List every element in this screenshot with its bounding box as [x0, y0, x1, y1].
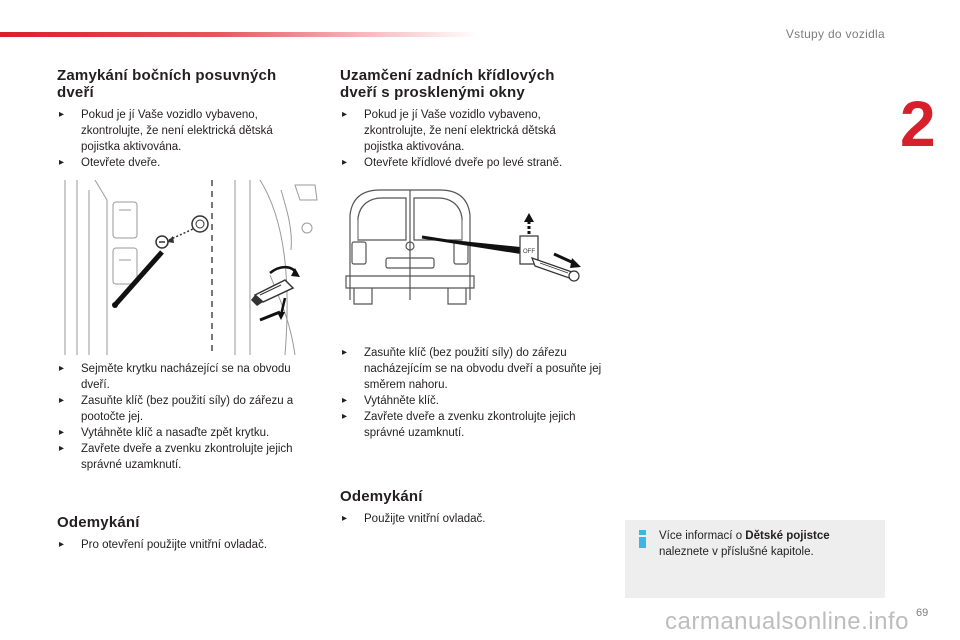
right-section-title: Uzamčení zadních křídlových dveří s prosklenými okny — [340, 67, 555, 101]
list-item: ▸ Pokud je jí Vaše vozidlo vybaveno, zkontrolujte, že není elektrická dětská pojistka aktivována. — [340, 107, 595, 155]
left-unlock-list — [57, 537, 315, 553]
left-section-title: Zamykání bočních posuvných dveří — [57, 67, 277, 101]
list-item: ▸ Zavřete dveře a zvenku zkontrolujte jejich správné uzamknutí. — [57, 441, 315, 473]
rear-door-lock-illustration — [340, 180, 605, 315]
list-item: ▸ Otevřete dveře. — [57, 155, 312, 171]
list-item: ▸ Otevřete křídlové dveře po levé straně. — [340, 155, 595, 171]
left-intro-list — [57, 107, 312, 171]
list-item: ▸ Pro otevření použijte vnitřní ovladač. — [57, 537, 315, 553]
off-label: OFF — [523, 249, 535, 255]
list-item: ▸ Zasuňte klíč (bez použití síly) do zářezu nacházejícím se na obvodu dveří a posuňte jej směrem nahoru. — [340, 345, 605, 393]
right-intro-list — [340, 107, 595, 171]
watermark: carmanualsonline.info — [665, 608, 909, 635]
list-item: ▸ Vytáhněte klíč. — [340, 393, 605, 409]
van-rear-drawing — [340, 180, 605, 315]
info-note-bold: Dětské pojistce — [745, 530, 830, 542]
left-unlock-title: Odemykání — [57, 514, 140, 531]
list-item: ▸ Použijte vnitřní ovladač. — [340, 511, 605, 527]
list-item: ▸ Vytáhněte klíč a nasaďte zpět krytku. — [57, 425, 315, 441]
page-number: 69 — [916, 607, 929, 619]
sliding-door-lock-illustration — [55, 180, 320, 355]
info-note-box — [625, 520, 885, 598]
left-steps-list — [57, 361, 315, 473]
right-unlock-list — [340, 511, 605, 527]
list-item: ▸ Zavřete dveře a zvenku zkontrolujte jejich správné uzamknutí. — [340, 409, 605, 441]
list-item: ▸ Sejměte krytku nacházející se na obvodu dveří. — [57, 361, 315, 393]
info-icon — [636, 530, 649, 548]
chapter-number: 2 — [900, 88, 936, 160]
right-unlock-title: Odemykání — [340, 488, 423, 505]
right-steps-list — [340, 345, 605, 441]
info-note-text: Více informací o Dětské pojistce naleznete v příslušné kapitole. — [659, 530, 830, 558]
header-accent-bar — [0, 32, 480, 37]
list-item: ▸ Zasuňte klíč (bez použití síly) do zářezu a pootočte jej. — [57, 393, 315, 425]
sliding-door-drawing — [55, 180, 320, 355]
chapter-title: Vstupy do vozidla — [785, 27, 885, 41]
list-item: ▸ Pokud je jí Vaše vozidlo vybaveno, zkontrolujte, že není elektrická dětská pojistka aktivována. — [57, 107, 312, 155]
